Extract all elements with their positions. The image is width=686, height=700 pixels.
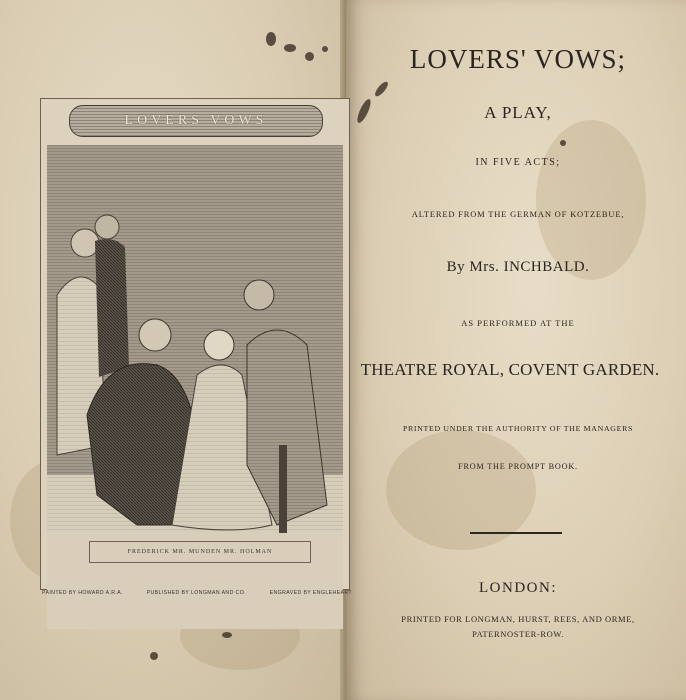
figure-head <box>95 215 119 239</box>
author-line: By Mrs. INCHBALD. <box>446 259 590 275</box>
figure-head <box>244 280 274 310</box>
credit-engraver: ENGRAVED BY ENGLEHEART <box>269 590 352 596</box>
frontispiece-engraving <box>40 98 350 590</box>
credit-painter: PAINTED BY HOWARD A.R.A. <box>42 590 123 596</box>
ink-stain <box>222 632 232 638</box>
figure-head <box>204 330 234 360</box>
ink-stain <box>266 32 276 46</box>
performed-line: AS PERFORMED AT THE <box>461 318 575 328</box>
ink-stain <box>305 52 314 61</box>
figure-head <box>71 229 99 257</box>
prompt-book-line: FROM THE PROMPT BOOK. <box>458 462 578 471</box>
authority-line: PRINTED UNDER THE AUTHORITY OF THE MANAGERS <box>402 424 634 433</box>
stain-blotch <box>536 120 646 280</box>
ink-stain <box>560 140 566 146</box>
imprint-printer: PRINTED FOR LONGMAN, HURST, REES, AND ORME, <box>401 614 635 624</box>
figure-head <box>139 319 171 351</box>
book-title: LOVERS' VOWS; <box>409 44 627 74</box>
imprint-city: LONDON: <box>479 580 557 596</box>
imprint-street: PATERNOSTER-ROW. <box>472 629 564 639</box>
credit-publisher: PUBLISHED BY LONGMAN AND CO. <box>146 590 246 596</box>
ink-stain <box>150 652 158 660</box>
divider-rule <box>470 532 562 534</box>
plate-title: LOVERS VOWS <box>124 113 268 128</box>
book-subtitle: A PLAY, <box>484 103 552 122</box>
plate-title-cartouche <box>69 105 323 137</box>
theatre-line: THEATRE ROYAL, COVENT GARDEN. <box>360 360 660 379</box>
plate-caption: FREDERICK MR. MUNDEN MR. HOLMAN <box>89 541 311 563</box>
figure-woman-back <box>95 239 129 377</box>
plate-credits <box>42 590 352 596</box>
ink-stain <box>284 44 296 52</box>
chair-leg <box>279 445 287 535</box>
acts-line: IN FIVE ACTS; <box>475 157 561 168</box>
ink-stain <box>322 46 328 52</box>
altered-line: ALTERED FROM THE GERMAN OF KOTZEBUE, <box>411 209 625 219</box>
